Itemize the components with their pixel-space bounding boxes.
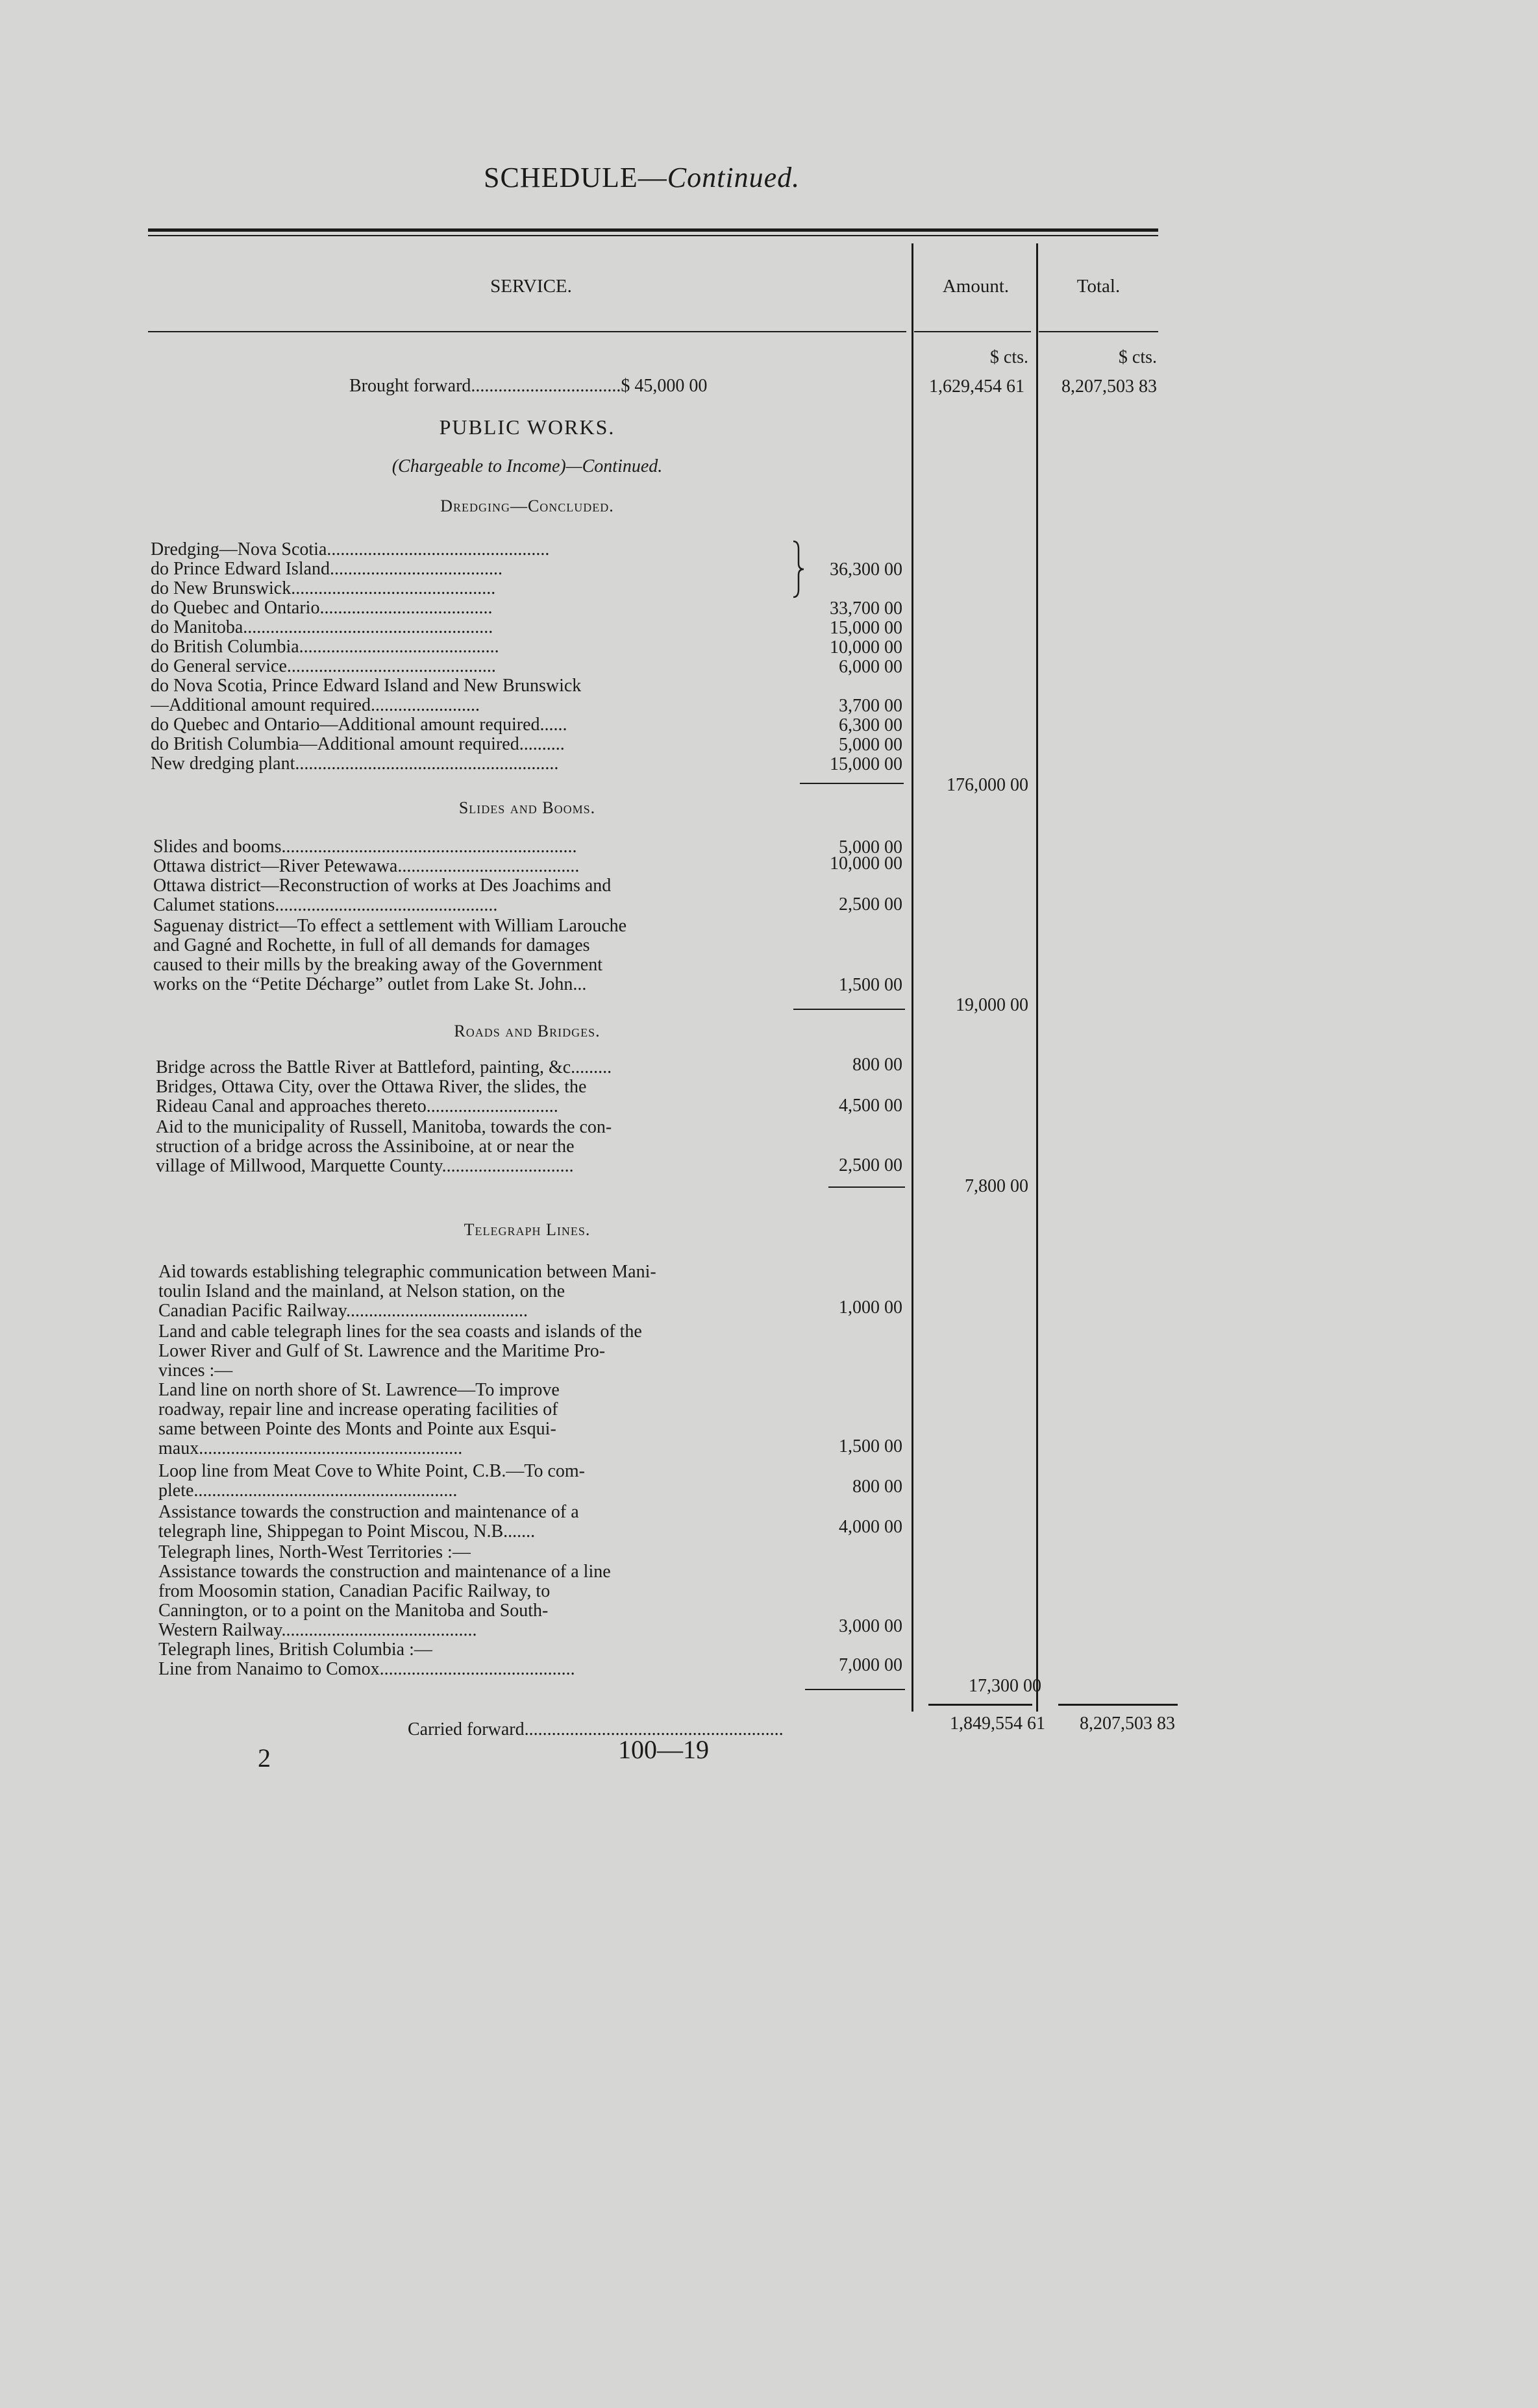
list-item: do Nova Scotia, Prince Edward Island and New Brunswick xyxy=(151,676,582,696)
line-amount: 2,500 00 xyxy=(839,894,902,915)
list-item: do Quebec and Ontario—Additional amount required...... xyxy=(151,715,567,735)
list-item: Telegraph lines, North-West Territories :— xyxy=(158,1543,471,1562)
list-item: Aid towards establishing telegraphic communication between Mani- xyxy=(158,1262,656,1282)
list-item: New dredging plant.......................................................... xyxy=(151,754,559,774)
line-amount: 5,000 00 xyxy=(839,735,902,755)
telegraph-total: 17,300 00 xyxy=(969,1676,1041,1696)
list-item: toulin Island and the mainland, at Nelson station, on the xyxy=(158,1282,565,1301)
line-amount: 15,000 00 xyxy=(830,618,902,638)
line-amount: 4,000 00 xyxy=(839,1517,902,1537)
brought-forward-total: 8,207,503 83 xyxy=(1061,376,1157,397)
header-rule-amount xyxy=(914,331,1031,332)
list-item: do Quebec and Ontario...................................... xyxy=(151,598,493,618)
list-item: do General service.............................................. xyxy=(151,657,496,676)
line-amount: 10,000 00 xyxy=(830,637,902,657)
list-item: same between Pointe des Monts and Pointe aux Esqui- xyxy=(158,1419,556,1439)
carried-forward-rule-amount xyxy=(928,1704,1032,1706)
carried-forward-rule-total xyxy=(1058,1704,1178,1706)
brace-amount: 36,300 00 xyxy=(830,559,902,580)
column-header-amount: Amount. xyxy=(942,276,1010,297)
list-item: Land and cable telegraph lines for the sea coasts and islands of the xyxy=(158,1322,642,1342)
list-item: Rideau Canal and approaches thereto............................. xyxy=(156,1097,558,1116)
dredging-total: 176,000 00 xyxy=(947,775,1028,795)
column-header-total: Total. xyxy=(1076,276,1121,297)
list-item: Assistance towards the construction and maintenance of a xyxy=(158,1503,579,1522)
list-item: telegraph line, Shippegan to Point Miscou, N.B....... xyxy=(158,1522,536,1542)
line-amount: 6,000 00 xyxy=(839,657,902,677)
line-amount: 10,000 00 xyxy=(830,854,902,874)
column-divider-amount xyxy=(912,243,913,1712)
column-divider-total xyxy=(1036,243,1038,1712)
list-item: do British Columbia............................................ xyxy=(151,637,499,657)
line-amount: 800 00 xyxy=(852,1477,902,1497)
list-item: Saguenay district—To effect a settlement with William Larouche xyxy=(153,916,627,936)
section-title: PUBLIC WORKS. xyxy=(439,415,615,439)
subtotal-rule xyxy=(793,1009,905,1010)
line-amount: 6,300 00 xyxy=(839,715,902,735)
list-item: —Additional amount required........................ xyxy=(151,696,480,715)
list-item: Calumet stations................................................. xyxy=(153,896,498,915)
title-main: SCHEDULE— xyxy=(484,162,667,193)
list-item: Line from Nanaimo to Comox........................................... xyxy=(158,1660,575,1679)
header-rule-total xyxy=(1039,331,1158,332)
carried-forward-amount: 1,849,554 61 xyxy=(950,1714,1045,1734)
list-item: vinces :— xyxy=(158,1361,233,1381)
line-amount: 15,000 00 xyxy=(830,754,902,774)
top-rule-thick xyxy=(148,228,1158,232)
telegraph-heading: Telegraph Lines. xyxy=(464,1220,591,1239)
amount-units: $ cts. xyxy=(989,347,1028,367)
dredging-heading: Dredging—Concluded. xyxy=(440,497,614,515)
list-item: village of Millwood, Marquette County............................. xyxy=(156,1157,574,1176)
list-item: from Moosomin station, Canadian Pacific Railway, to xyxy=(158,1582,551,1601)
total-units: $ cts. xyxy=(1118,347,1157,367)
printer-signature: 100—19 xyxy=(618,1735,709,1764)
roads-total: 7,800 00 xyxy=(965,1176,1028,1196)
list-item: Ottawa district—River Petewawa........................................ xyxy=(153,857,580,876)
page-number: 2 xyxy=(258,1743,271,1773)
list-item: Cannington, or to a point on the Manitoba and South- xyxy=(158,1601,549,1621)
line-amount: 4,500 00 xyxy=(839,1096,902,1116)
line-amount: 7,000 00 xyxy=(839,1655,902,1675)
line-amount: 3,700 00 xyxy=(839,696,902,716)
line-amount: 1,500 00 xyxy=(839,975,902,995)
list-item: Land line on north shore of St. Lawrence—To improve xyxy=(158,1381,560,1400)
section-subtitle: (Chargeable to Income)—Continued. xyxy=(391,456,663,476)
line-amount: 800 00 xyxy=(852,1055,902,1075)
line-amount: 3,000 00 xyxy=(839,1616,902,1636)
list-item: Telegraph lines, British Columbia :— xyxy=(158,1640,432,1660)
slides-heading: Slides and Booms. xyxy=(458,798,596,817)
list-item: Loop line from Meat Cove to White Point, C.B.—To com- xyxy=(158,1462,586,1481)
list-item: Western Railway........................................... xyxy=(158,1621,477,1640)
brought-forward-amount: 1,629,454 61 xyxy=(929,376,1024,397)
list-item: Canadian Pacific Railway........................................ xyxy=(158,1301,528,1321)
list-item: Assistance towards the construction and maintenance of a line xyxy=(158,1562,611,1582)
subtotal-rule xyxy=(800,783,904,784)
subtotal-rule xyxy=(828,1186,905,1188)
list-item: Ottawa district—Reconstruction of works at Des Joachims and xyxy=(153,876,612,896)
roads-heading: Roads and Bridges. xyxy=(454,1022,601,1040)
list-item: maux.......................................................... xyxy=(158,1439,463,1458)
list-item: do Prince Edward Island...................................... xyxy=(151,559,503,579)
slides-total: 19,000 00 xyxy=(956,995,1028,1015)
line-amount: 5,000 00 xyxy=(839,837,902,857)
list-item: Dredging—Nova Scotia................................................. xyxy=(151,540,550,559)
subtotal-rule xyxy=(805,1689,905,1690)
top-rule-thin xyxy=(148,235,1158,236)
line-amount: 1,500 00 xyxy=(839,1436,902,1456)
line-amount: 1,000 00 xyxy=(839,1297,902,1318)
list-item: Aid to the municipality of Russell, Manitoba, towards the con- xyxy=(156,1118,612,1137)
header-rule-service xyxy=(148,331,906,332)
list-item: roadway, repair line and increase operating facilities of xyxy=(158,1400,558,1419)
page-title xyxy=(484,161,800,194)
brought-forward-label: Brought forward.................................$ 45,000 00 xyxy=(349,376,708,396)
list-item: plete.......................................................... xyxy=(158,1481,458,1501)
carried-forward-total: 8,207,503 83 xyxy=(1080,1714,1175,1734)
list-item: do British Columbia—Additional amount required.......... xyxy=(151,735,565,754)
list-item: caused to their mills by the breaking away of the Government xyxy=(153,955,603,975)
line-amount: 2,500 00 xyxy=(839,1155,902,1175)
list-item: Lower River and Gulf of St. Lawrence and the Maritime Pro- xyxy=(158,1342,606,1361)
title-italic: Continued. xyxy=(667,162,800,193)
list-item: Slides and booms................................................................. xyxy=(153,837,577,857)
list-item: Bridge across the Battle River at Battleford, painting, &c......... xyxy=(156,1058,612,1077)
column-header-service: SERVICE. xyxy=(490,276,572,297)
brace-mark xyxy=(791,540,806,598)
list-item: and Gagné and Rochette, in full of all demands for damages xyxy=(153,936,590,955)
carried-forward-label: Carried forward......................................................... xyxy=(408,1720,784,1739)
list-item: works on the “Petite Décharge” outlet from Lake St. John... xyxy=(153,975,587,994)
line-amount: 33,700 00 xyxy=(830,598,902,619)
list-item: do New Brunswick............................................. xyxy=(151,579,496,598)
list-item: Bridges, Ottawa City, over the Ottawa River, the slides, the xyxy=(156,1077,587,1097)
list-item: do Manitoba....................................................... xyxy=(151,618,493,637)
list-item: struction of a bridge across the Assiniboine, at or near the xyxy=(156,1137,575,1157)
